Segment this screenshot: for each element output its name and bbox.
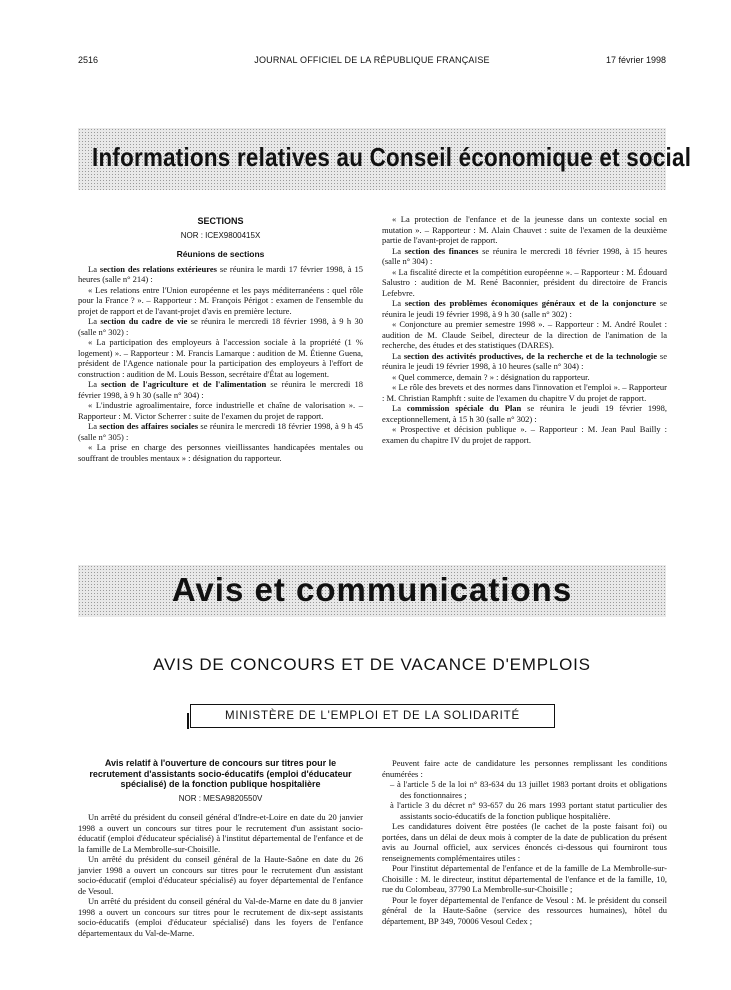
notice-lead: La	[88, 379, 102, 389]
notice-section-name: commission spéciale du Plan	[406, 403, 522, 413]
section-banner-ces	[78, 128, 692, 190]
agenda-item: « La participation des employeurs à l'accession sociale à la propriété (1 % logement) ». – Rapporteur : M. Francis Lamarque : audition de M. Étienne Guena, président de l'Agence nationale pour la participation des employeurs à l'effort de construction : audition de M. Louis Besson, secrétaire d'État au logement.	[78, 337, 363, 379]
section-meeting-notice	[382, 246, 667, 267]
sections-right-column	[382, 214, 667, 445]
issue-date: 17 février 1998	[605, 55, 666, 65]
candidature-paragraph: Pour l'institut départemental de l'enfance et de la famille de La Membrolle-sur-Choisille : M. le directeur, institut départemental de l'enfance et de la famille, 10, rue du Colombeau, 37790 La Membrolle-sur-Choisille ;	[382, 863, 667, 894]
candidature-paragraph: Pour le foyer départemental de l'enfance de Vesoul : M. le président du conseil général de la Haute-Saône (service des ressources humaines), hôtel du département, BP 349, 70006 Vesoul Cedex ;	[382, 894, 667, 926]
journal-title: JOURNAL OFFICIEL DE LA RÉPUBLIQUE FRANÇAISE	[254, 55, 490, 65]
concours-left-column	[78, 758, 363, 938]
notice-section-name: section de l'agriculture et de l'alimentation	[101, 379, 267, 389]
concours-paragraph: Un arrêté du président du conseil général de la Haute-Saône en date du 26 janvier 1998 a ouvert un concours sur titres pour le recrutement d'un assistant socio-éducatif (emploi d'éducateur spécialisé) au foyer départemental de l'enfance de Vesoul.	[78, 854, 363, 896]
condition-item: – à l'article 5 de la loi n° 83-634 du 13 juillet 1983 portant droits et obligations des fonctionnaires ;	[390, 779, 667, 800]
agenda-item: « La fiscalité directe et la compétition européenne ». – Rapporteur : M. Édouard Salustro : audition de M. René Baconnier, président du directoire de Francis Lefebvre.	[382, 266, 667, 298]
notice-schedule: se réunira le mardi 17 février 1998, à 15 heures (salle n° 214) :	[78, 263, 363, 284]
section-meeting-notice	[382, 403, 667, 424]
section-meeting-notice	[382, 298, 667, 319]
sections-left-column	[78, 214, 363, 463]
ministry-title: MINISTÈRE DE L'EMPLOI ET DE LA SOLIDARITÉ	[225, 710, 520, 722]
notice-lead: La	[88, 421, 100, 431]
agenda-item: « L'industrie agroalimentaire, force industrielle et chaîne de valorisation ». – Rapporteur : M. Victor Scherrer : suite de l'examen du projet de rapport.	[78, 400, 363, 421]
section-banner-avis	[78, 565, 666, 617]
page-number: 2516	[78, 55, 99, 65]
agenda-item: « Conjoncture au premier semestre 1998 ». – Rapporteur : M. André Roulet : audition de M. Claude Seibel, directeur de la direction de l'animation de la recherche, des études et des statistiques (DARES).	[382, 319, 667, 350]
agenda-item: « Quel commerce, demain ? » : désignation du rapporteur.	[392, 371, 590, 382]
notice-lead: La	[88, 263, 100, 274]
notice-lead: La	[88, 316, 101, 326]
agenda-item: « Le rôle des brevets et des normes dans l'innovation et l'emploi ». – Rapporteur : M. Christian Ramphft : suite de l'examen du chapitre V du projet de rapport.	[382, 382, 667, 403]
sections-subheading: Réunions de sections	[176, 249, 265, 259]
agenda-item: « La protection de l'enfance et de la jeunesse dans un contexte social en mutation ». – Rapporteur : M. Alain Chauvet : suite de l'examen de la deuxième partie de l'avant-projet de rapport.	[382, 214, 667, 245]
ministry-box	[190, 704, 555, 728]
notice-schedule: se réunira le mercredi 18 février 1998, à 9 h 30 (salle n° 302) :	[78, 316, 363, 337]
agenda-item: « Les relations entre l'Union européenne et les pays méditerranéens : quel rôle pour la France ? ». – Rapporteur : M. François Périgot : examen de l'ensemble du projet de rapport et de l'avant-projet d'avis en première lecture.	[78, 284, 363, 316]
section-meeting-notice	[382, 351, 667, 372]
conditions-intro: Peuvent faire acte de candidature les personnes remplissant les conditions énumérées :	[382, 758, 667, 779]
notice-section-name: section des problèmes économiques généraux et de la conjoncture	[404, 298, 656, 308]
notice-schedule: se réunira le mercredi 18 février 1998, à 9 h 30 (salle n° 304) :	[78, 379, 363, 400]
section-meeting-notice	[78, 316, 363, 337]
notice-lead: La	[392, 403, 407, 413]
notice-lead: La	[392, 245, 405, 256]
condition-item: à l'article 3 du décret n° 93-657 du 26 mars 1993 portant statut particulier des assistants socio-éducatifs de la fonction publique hospitalière.	[390, 800, 667, 821]
sections-heading: SECTIONS	[197, 216, 244, 226]
concours-right-column	[382, 758, 667, 926]
notice-section-name: section des relations extérieures	[99, 263, 217, 274]
sections-left-paragraphs	[78, 264, 363, 464]
section-meeting-notice	[78, 421, 363, 442]
notice-schedule: se réunira le jeudi 19 février 1998, à 10 heures (salle n° 304) :	[382, 350, 667, 371]
agenda-item: « Prospective et décision publique ». – Rapporteur : M. Jean Paul Bailly : examen du chapitre IV du projet de rapport.	[382, 424, 667, 445]
sections-right-paragraphs	[382, 214, 667, 445]
notice-lead: La	[392, 298, 405, 308]
notice-lead: La	[392, 350, 404, 361]
notice-section-name: section du cadre de vie	[100, 316, 188, 326]
section-meeting-notice	[78, 379, 363, 400]
page-header	[78, 55, 666, 71]
notice-section-name: section des affaires sociales	[99, 421, 199, 431]
notice-schedule: se réunira le mercredi 18 février 1998, à 9 h 45 (salle n° 305) :	[78, 421, 363, 442]
candidature-paragraph: Les candidatures doivent être postées (le cachet de la poste faisant foi) ou portées, dans un délai de deux mois à compter de la date de publication du présent avis au Journal officiel, aux services énoncés ci-dessous qui fourniront tous renseignements complémentaires utiles :	[382, 821, 667, 863]
section-meeting-notice	[78, 264, 363, 285]
avis-heading: AVIS DE CONCOURS ET DE VACANCE D'EMPLOIS	[153, 655, 591, 674]
agenda-item: « La prise en charge des personnes vieillissantes handicapées mentales ou souffrant de troubles mentaux » : désignation du rapporteur.	[78, 442, 363, 463]
notice-schedule: se réunira le jeudi 19 février 1998, à 9 h 30 (salle n° 302) :	[382, 298, 667, 319]
concours-nor: NOR : MESA9820550V	[178, 793, 263, 803]
concours-title: Avis relatif à l'ouverture de concours sur titres pour le recrutement d'assistants socio-éducatifs (emploi d'éducateur spécialisé) de la fonction publique hospitalière	[89, 758, 352, 789]
avis-banner-title: Avis et communications	[171, 571, 573, 608]
notice-section-name: section des activités productives, de la recherche et de la technologie	[403, 350, 658, 361]
concours-paragraph: Un arrêté du président du conseil général du Val-de-Marne en date du 8 janvier 1998 a ouvert un concours sur titres pour le recrutement de dix-sept assistants socio-éducatifs (emploi d'éducateur spécialisé) dans les foyers de l'enfance départementaux du Val-de-Marne.	[78, 896, 363, 938]
section-banner-title: Informations relatives au Conseil économique et social	[92, 142, 692, 172]
sections-nor: NOR : ICEX9800415X	[180, 230, 261, 240]
notice-section-name: section des finances	[404, 245, 479, 256]
notice-schedule: se réunira le mercredi 18 février 1998, à 15 heures (salle n° 304) :	[382, 245, 668, 266]
concours-paragraph: Un arrêté du président du conseil général d'Indre-et-Loire en date du 20 janvier 1998 a ouvert un concours sur titres pour le recrutement d'un assistant socio-éducatif (emploi d'éducateur spécialisé) à l'institut départemental de l'enfance et de la famille de La Membrolle-sur-Choisille.	[78, 812, 363, 854]
notice-schedule: se réunira le jeudi 19 février 1998, exceptionnellement, à 15 h 30 (salle n° 302) :	[382, 403, 667, 424]
